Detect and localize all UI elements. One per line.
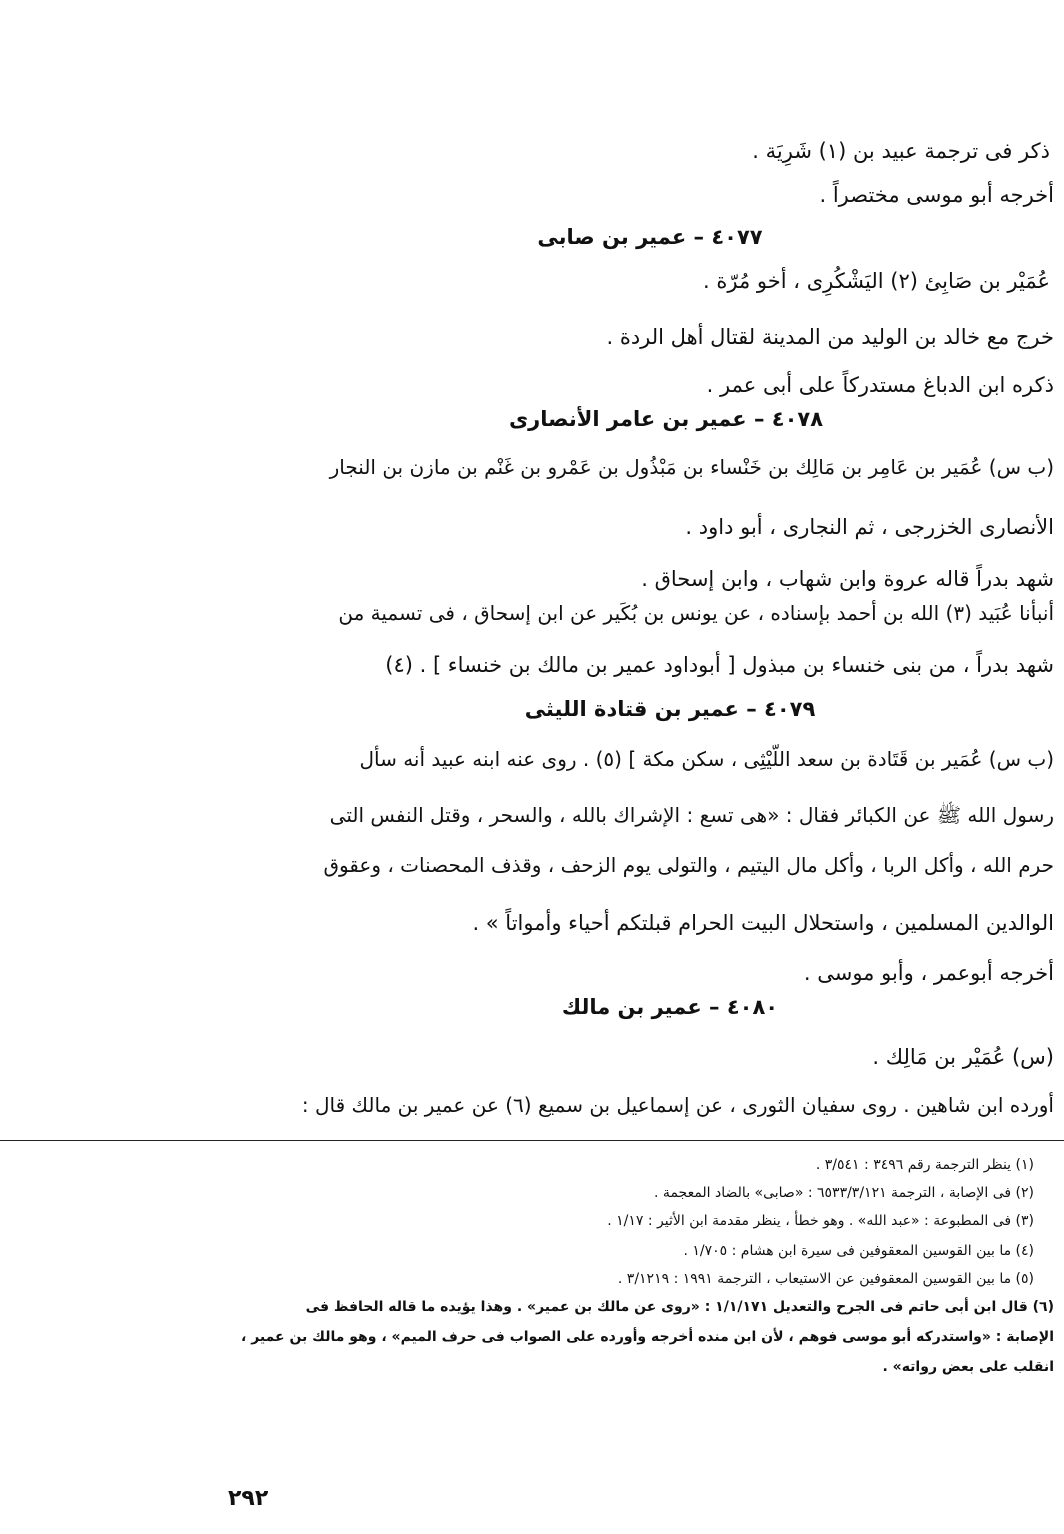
body-line: (س) عُمَيْر بن مَالِك . xyxy=(872,1045,1054,1069)
body-line: أورده ابن شاهين . روى سفيان الثورى ، عن إسماعيل بن سميع (٦) عن عمير بن مالك قال : xyxy=(301,1093,1054,1117)
body-line: شهد بدراً ، من بنى خنساء بن مبذول [ أبوداود عمير بن مالك بن خنساء ] . (٤) xyxy=(385,653,1054,677)
footnote: (١) ينظر الترجمة رقم ٣٤٩٦ : ٣/٥٤١ . xyxy=(815,1157,1034,1173)
body-line: عُمَيْر بن صَابِئ (٢) اليَشْكُرِى ، أخو مُرّة . xyxy=(703,269,1050,293)
body-line: أخرجه أبو موسى مختصراً . xyxy=(819,183,1054,207)
body-line: رسول الله ﷺ عن الكبائر فقال : «هى تسع : الإشراك بالله ، والسحر ، وقتل النفس التى xyxy=(329,803,1054,827)
body-line: حرم الله ، وأكل الربا ، وأكل مال اليتيم ، والتولى يوم الزحف ، وقذف المحصنات ، وعقوق xyxy=(323,853,1054,877)
footnote: (٥) ما بين القوسين المعقوفين عن الاستيعاب ، الترجمة ١٩٩١ : ٣/١٢١٩ . xyxy=(617,1271,1034,1287)
body-line: (ب س) عُمَير بن عَامِر بن مَالِك بن خَنْساء بن مَبْذُول بن عَمْرو بن غَنْم بن مازن بن النجار xyxy=(329,455,1054,479)
body-line: خرج مع خالد بن الوليد من المدينة لقتال أهل الردة . xyxy=(606,325,1054,349)
footnote-separator xyxy=(0,1140,1064,1141)
body-line: (ب س) عُمَير بن قَتَادة بن سعد اللَّيْثِى ، سكن مكة ] (٥) . روى عنه ابنه عبيد أنه سأل xyxy=(359,747,1054,771)
entry-heading: ٤٠٧٩ – عمير بن قتادة الليثى xyxy=(524,697,816,721)
entry-heading: ٤٠٧٧ – عمير بن صابى xyxy=(537,225,763,249)
footnote: (٦) قال ابن أبى حاتم فى الجرح والتعديل ١/١/١٧١ : «روى عن مالك بن عمير» . وهذا يؤيده ما قاله الحافظ فى xyxy=(305,1299,1054,1315)
body-line: شهد بدراً قاله عروة وابن شهاب ، وابن إسحاق . xyxy=(641,567,1054,591)
entry-heading: ٤٠٨٠ – عمير بن مالك xyxy=(561,995,779,1019)
body-line: أخرجه أبوعمر ، وأبو موسى . xyxy=(803,961,1054,985)
entry-heading: ٤٠٧٨ – عمير بن عامر الأنصارى xyxy=(508,407,824,431)
footnote: (٤) ما بين القوسين المعقوفين فى سيرة ابن هشام : ١/٧٠٥ . xyxy=(683,1243,1034,1259)
footnote-continuation: الإصابة : «واستدركه أبو موسى فوهم ، لأن ابن منده أخرجه وأورده على الصواب فى حرف الميم» ، وهو مالك بن عمير ، xyxy=(241,1329,1054,1345)
page-number: ٢٩٢ xyxy=(228,1486,269,1511)
body-line: الوالدين المسلمين ، واستحلال البيت الحرام قبلتكم أحياء وأمواتاً » . xyxy=(472,911,1054,935)
body-line: أنبأنا عُبَيد (٣) الله بن أحمد بإسناده ، عن يونس بن بُكَير عن ابن إسحاق ، فى تسمية من xyxy=(338,601,1054,625)
body-line: الأنصارى الخزرجى ، ثم النجارى ، أبو داود . xyxy=(685,515,1054,539)
body-line: ذكره ابن الدباغ مستدركاً على أبى عمر . xyxy=(706,373,1054,397)
footnote: (٢) فى الإصابة ، الترجمة ٦٥٣٣/٣/١٢١ : «صابى» بالضاد المعجمة . xyxy=(654,1185,1034,1201)
footnote-continuation: انقلب على بعض رواته» . xyxy=(882,1359,1054,1375)
footnote: (٣) فى المطبوعة : «عبد الله» . وهو خطأ ، ينظر مقدمة ابن الأثير : ١/١٧ . xyxy=(607,1213,1034,1229)
body-line: ذكر فى ترجمة عبيد بن (١) شَرِيَة . xyxy=(752,139,1050,163)
